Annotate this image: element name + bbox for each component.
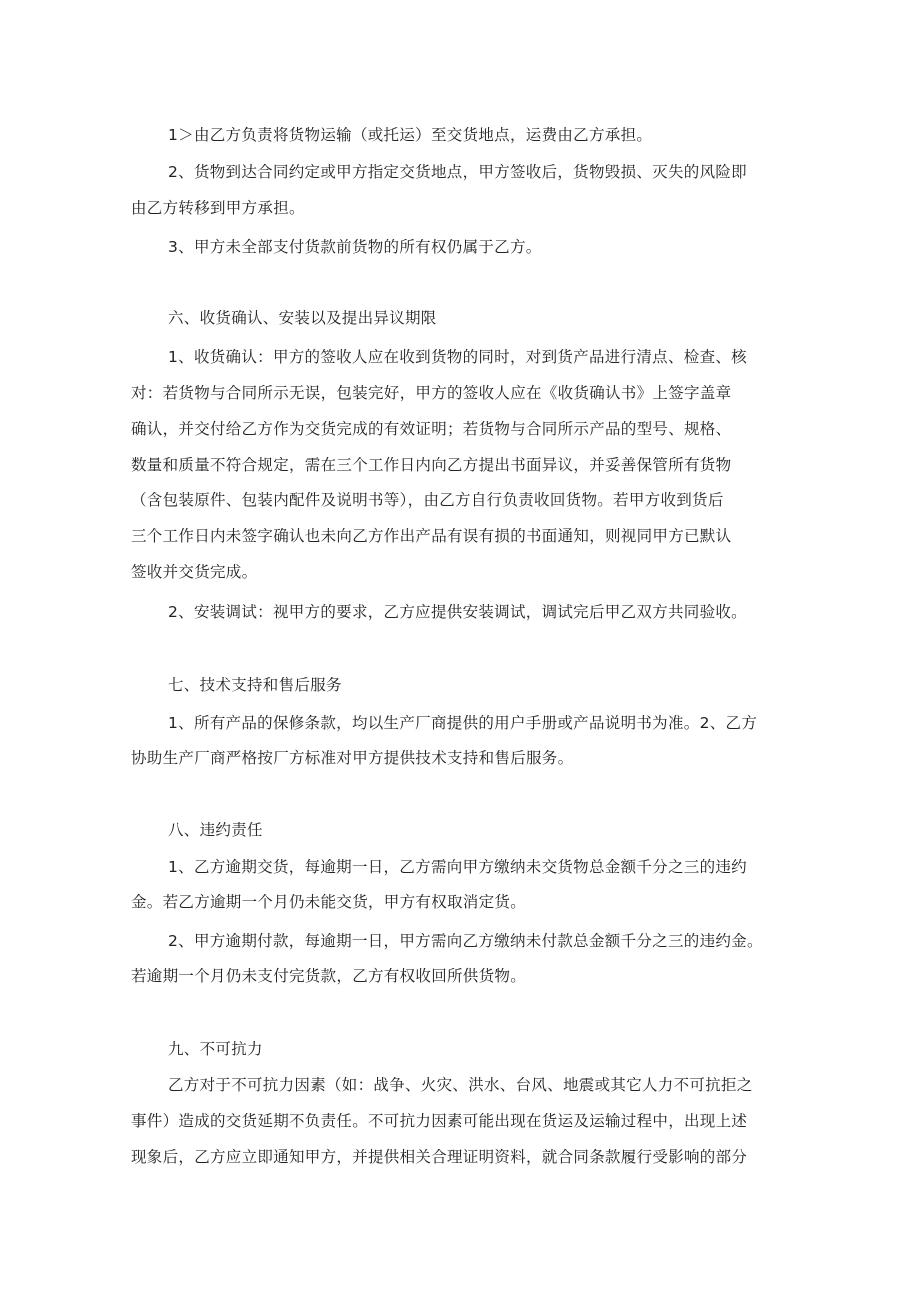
section-6-clause-1-line-6: 三个工作日内未签字确认也未向乙方作出产品有误有损的书面通知，则视同甲方已默认 xyxy=(131,527,732,545)
section-8-clause-2-line-2: 若逾期一个月仍未支付完货款，乙方有权收回所供货物。 xyxy=(131,967,527,985)
section-8-clause-1-line-1: 1、乙方逾期交货，每逾期一日，乙方需向甲方缴纳未交货物总金额千分之三的违约 xyxy=(168,858,747,876)
delivery-clause-2-line-1: 2、货物到达合同约定或甲方指定交货地点，甲方签收后，货物毁损、灭失的风险即 xyxy=(168,163,747,181)
delivery-clause-3: 3、甲方未全部支付货款前货物的所有权仍属于乙方。 xyxy=(168,238,542,256)
section-8-clause-2-line-1: 2、甲方逾期付款，每逾期一日，甲方需向乙方缴纳未付款总金额千分之三的违约金。 xyxy=(168,932,763,950)
section-6-clause-1-line-7: 签收并交货完成。 xyxy=(131,563,258,581)
section-9-clause-line-2: 事件）造成的交货延期不负责任。不可抗力因素可能出现在货运及运输过程中，出现上述 xyxy=(131,1112,748,1130)
delivery-clause-1: 1＞由乙方负责将货物运输（或托运）至交货地点，运费由乙方承担。 xyxy=(168,126,653,144)
section-6-clause-2: 2、安装调试：视甲方的要求，乙方应提供安装调试，调试完后甲乙双方共同验收。 xyxy=(168,603,747,621)
section-6-clause-1-line-5: （含包装原件、包装内配件及说明书等），由乙方自行负责收回货物。若甲方收到货后 xyxy=(131,491,724,509)
section-9-clause-line-3: 现象后，乙方应立即通知甲方，并提供相关合理证明资料，就合同条款履行受影响的部分 xyxy=(131,1148,748,1166)
section-6-clause-1-line-2: 对：若货物与合同所示无误，包装完好，甲方的签收人应在《收货确认书》上签字盖章 xyxy=(131,384,732,402)
section-6-clause-1-line-4: 数量和质量不符合规定，需在三个工作日内向乙方提出书面异议，并妥善保管所有货物 xyxy=(131,456,732,474)
delivery-clause-2-line-2: 由乙方转移到甲方承担。 xyxy=(131,199,305,217)
section-8-clause-1-line-2: 金。若乙方逾期一个月仍未能交货，甲方有权取消定货。 xyxy=(131,893,527,911)
section-7-heading: 七、技术支持和售后服务 xyxy=(168,676,342,694)
section-8-heading: 八、违约责任 xyxy=(168,821,263,839)
section-7-clause-1-line-1: 1、所有产品的保修条款，均以生产厂商提供的用户手册或产品说明书为准。2、乙方 xyxy=(168,714,758,732)
section-6-clause-1-line-3: 确认，并交付给乙方作为交货完成的有效证明；若货物与合同所示产品的型号、规格、 xyxy=(131,420,732,438)
section-9-heading: 九、不可抗力 xyxy=(168,1040,263,1058)
section-6-heading: 六、收货确认、安装以及提出异议期限 xyxy=(168,309,437,327)
section-9-clause-line-1: 乙方对于不可抗力因素（如：战争、火灾、洪水、台风、地震或其它人力不可抗拒之 xyxy=(168,1076,753,1094)
section-7-clause-1-line-2: 协助生产厂商严格按厂方标准对甲方提供技术支持和售后服务。 xyxy=(131,749,574,767)
section-6-clause-1-line-1: 1、收货确认：甲方的签收人应在收到货物的同时，对到货产品进行清点、检查、核 xyxy=(168,348,747,366)
